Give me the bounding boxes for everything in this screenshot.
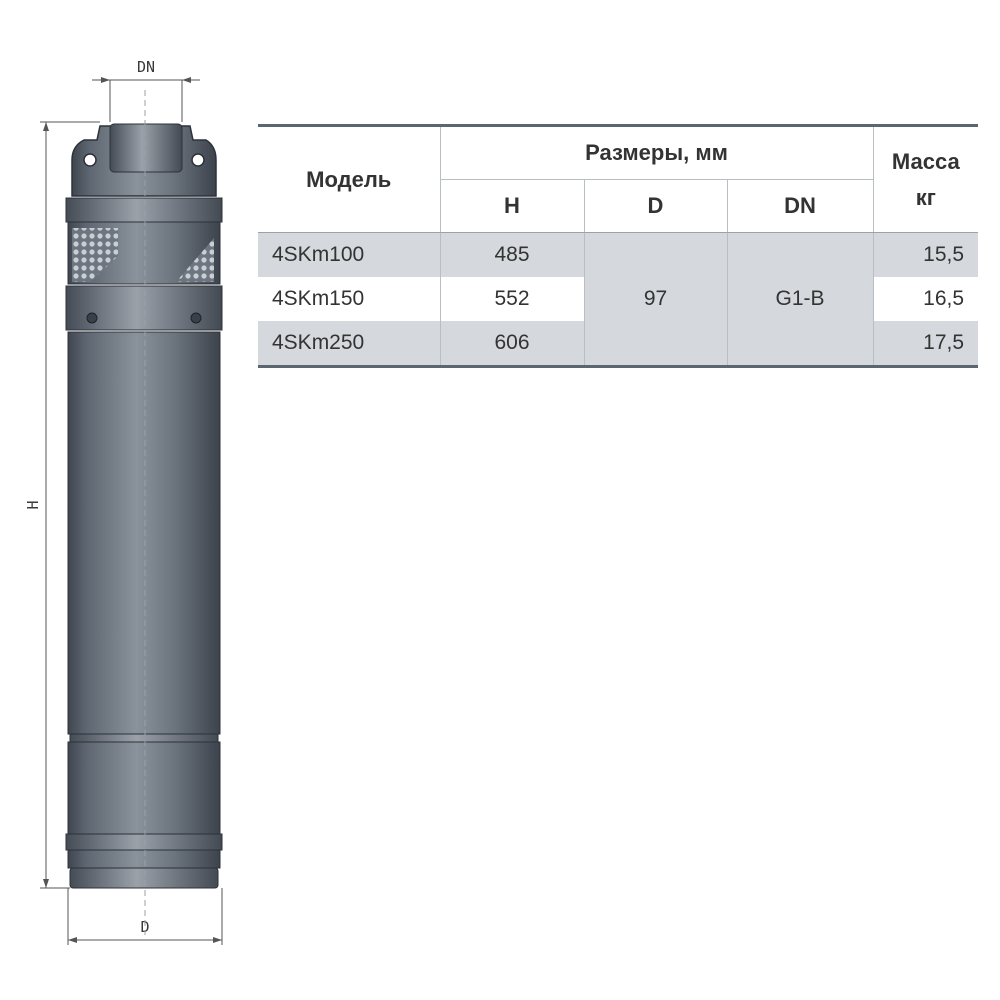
row-mass: 16,5 [873, 277, 978, 321]
row-model: 4SKm150 [258, 277, 440, 321]
row-model: 4SKm250 [258, 321, 440, 367]
h-label: H [24, 500, 42, 510]
subheader-dn: DN [727, 180, 873, 233]
spec-table [258, 124, 978, 368]
header-mass-line1: Масса [891, 148, 960, 174]
subheader-h: H [440, 180, 584, 233]
spec-table-container [258, 124, 978, 368]
row-mass: 15,5 [873, 233, 978, 278]
shared-dn-value: G1-B [727, 233, 873, 367]
row-h: 552 [440, 277, 584, 321]
header-mass-line2: кг [915, 184, 936, 210]
dn-label: DN [136, 58, 156, 76]
table-row [258, 233, 978, 278]
d-dimension [68, 888, 222, 945]
header-mass [873, 126, 978, 233]
shared-d-value: 97 [584, 233, 727, 367]
row-mass: 17,5 [873, 321, 978, 367]
header-dimensions: Размеры, мм [440, 126, 873, 180]
d-label: D [140, 918, 150, 936]
header-model: Модель [258, 126, 440, 233]
row-h: 485 [440, 233, 584, 278]
row-model: 4SKm100 [258, 233, 440, 278]
row-h: 606 [440, 321, 584, 367]
dn-dimension [92, 58, 200, 122]
subheader-d: D [584, 180, 727, 233]
pump-body [66, 124, 222, 888]
pump-drawing [0, 0, 260, 1000]
